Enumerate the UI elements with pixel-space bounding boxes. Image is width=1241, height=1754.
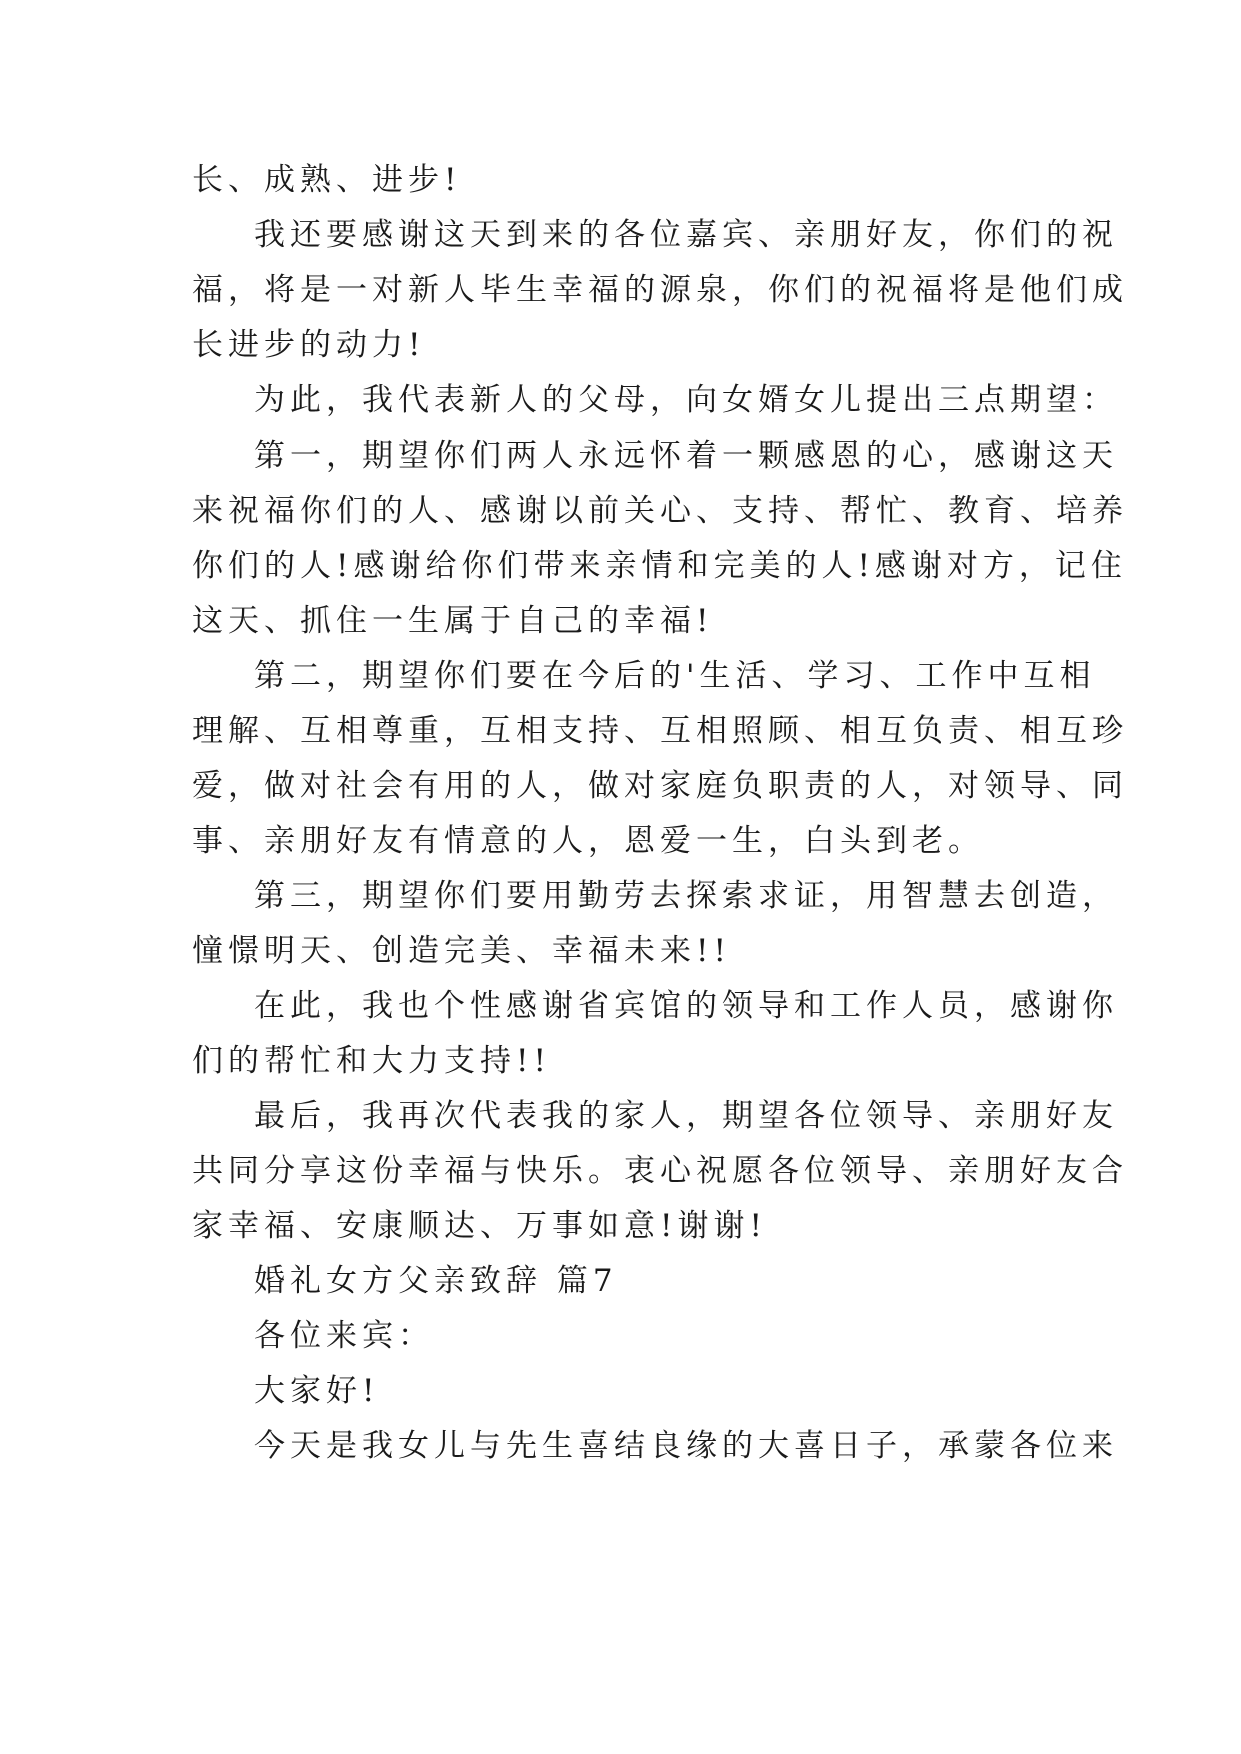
text-line: 共同分享这份幸福与快乐。衷心祝愿各位领导、亲朋好友合 [192,1153,1128,1189]
text-line: 爱，做对社会有用的人，做对家庭负职责的人，对领导、同 [192,768,1128,804]
text-line: 你们的人!感谢给你们带来亲情和完美的人!感谢对方，记住 [192,548,1127,584]
text-line: 福，将是一对新人毕生幸福的源泉，你们的祝福将是他们成 [192,272,1128,308]
text-line: 们的帮忙和大力支持!! [192,1043,551,1079]
text-line: 最后，我再次代表我的家人，期望各位领导、亲朋好友 [254,1098,1118,1134]
text-line: 事、亲朋好友有情意的人，恩爱一生，白头到老。 [192,823,984,859]
text-line: 长进步的动力! [192,327,426,363]
text-line: 各位来宾： [254,1318,434,1354]
text-line: 第三，期望你们要用勤劳去探索求证，用智慧去创造， [254,878,1118,914]
text-line: 长、成熟、进步! [192,162,462,198]
text-line: 家幸福、安康顺达、万事如意!谢谢! [192,1208,767,1244]
text-line: 为此，我代表新人的父母，向女婿女儿提出三点期望： [254,382,1118,418]
text-line: 第一，期望你们两人永远怀着一颗感恩的心，感谢这天 [254,438,1118,474]
text-line: 大家好! [254,1373,380,1409]
section-heading: 婚礼女方父亲致辞 篇7 [254,1263,618,1299]
text-line: 憧憬明天、创造完美、幸福未来!! [192,933,731,969]
text-line: 在此，我也个性感谢省宾馆的领导和工作人员，感谢你 [254,988,1118,1024]
text-line: 今天是我女儿与先生喜结良缘的大喜日子，承蒙各位来 [254,1428,1118,1464]
text-line: 理解、互相尊重，互相支持、互相照顾、相互负责、相互珍 [192,713,1128,749]
text-line: 我还要感谢这天到来的各位嘉宾、亲朋好友，你们的祝 [254,217,1118,253]
text-line: 这天、抓住一生属于自己的幸福! [192,603,714,639]
text-line: 来祝福你们的人、感谢以前关心、支持、帮忙、教育、培养 [192,493,1128,529]
text-line: 第二，期望你们要在今后的'生活、学习、工作中互相 [254,658,1096,694]
